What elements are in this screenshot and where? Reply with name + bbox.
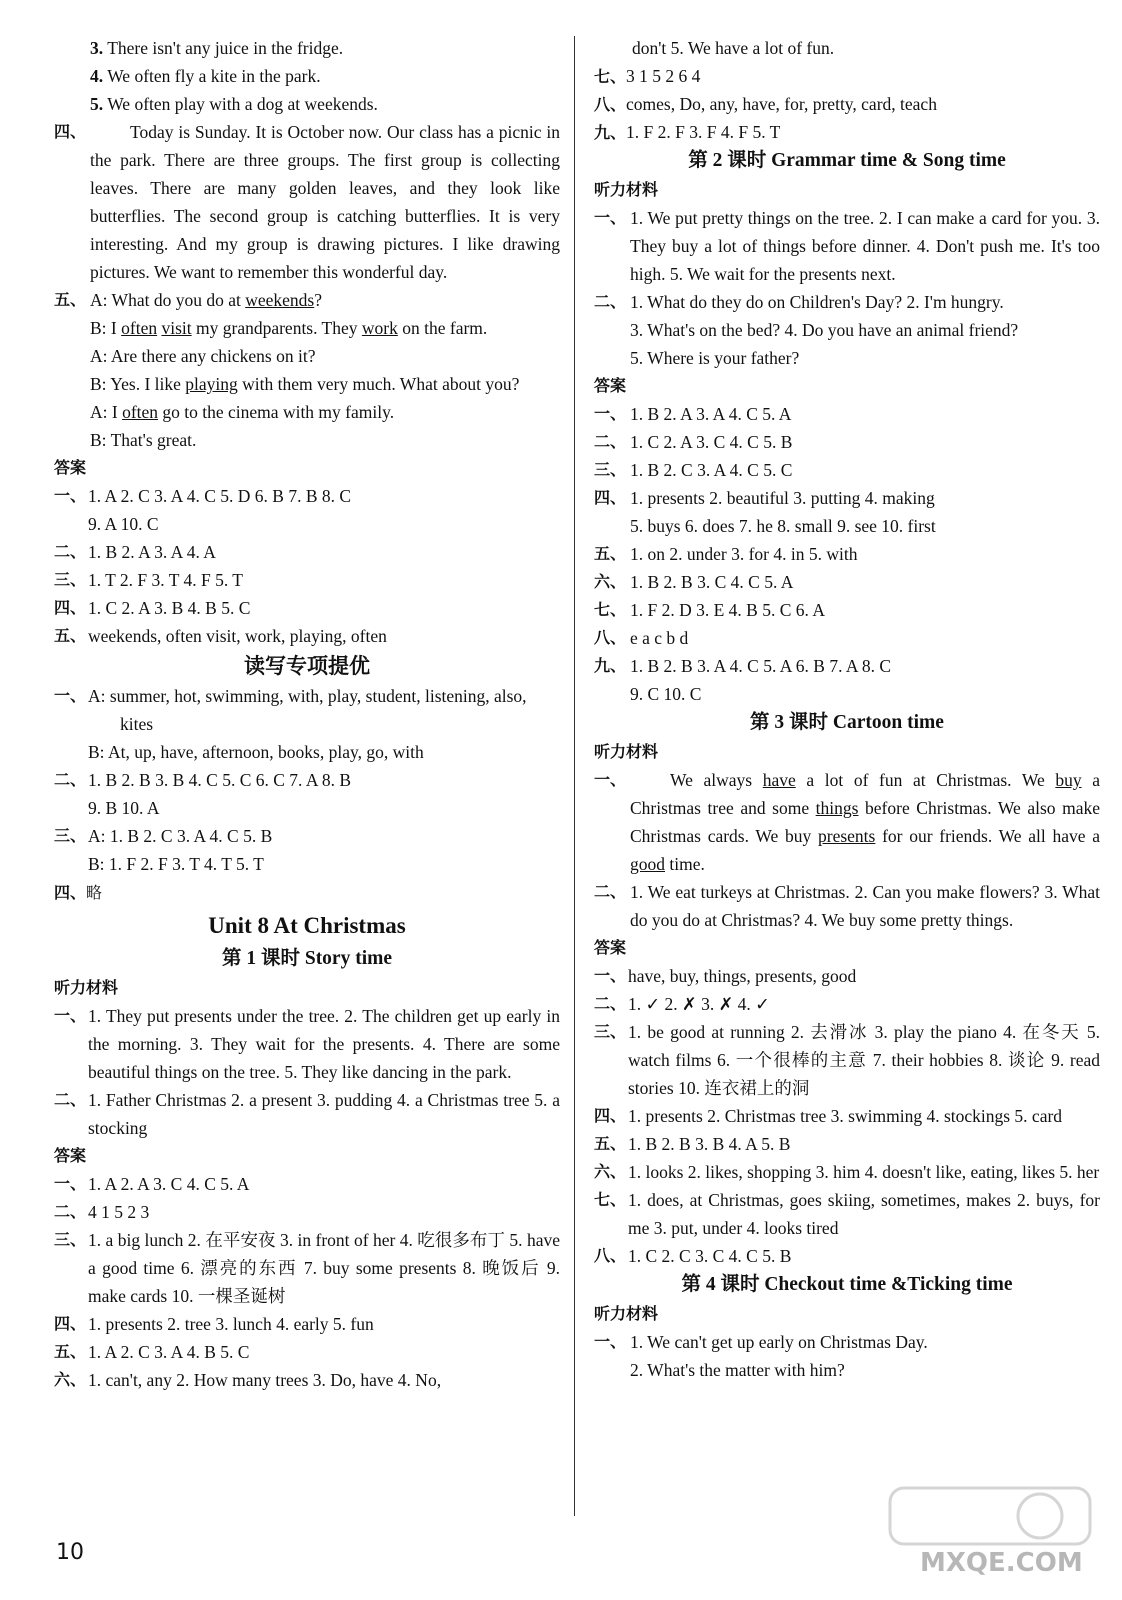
section-title: 读写专项提优 bbox=[244, 654, 370, 678]
dialog-line: A: I often go to the cinema with my family. bbox=[90, 402, 395, 422]
reading-writing-block: 一、 A: summer, hot, swimming, with, play, student, listening, also, kites B: At, up, have, afternoon, books, play, go, with 二、 1. B 2. B 3. B 4. C 5. C 6. C 7. A 8. B 9. B 10. A 三、 A: 1. B 2. C 3. A 4. C 5. B B: 1. F 2. F 3. T 4. T 5. T 四、略 bbox=[54, 686, 527, 902]
answers-block: 一、 1. B 2. A 3. A 4. C 5. A 二、 1. C 2. A 3. C 4. C 5. B 三、 1. B 2. C 3. A 4. C 5. C 四、 1. presents 2. beautiful 3. putting 4. making 5. buys 6. does 7. he 8. small 9. see 10. first 五、 1. on 2. under 3. for 4. in 5. with 六、 1. B 2. B 3. C 4. C 5. A 七、 1. F 2. D 3. E 4. B 5. C 6. A 八、 e a c b d 九、 1. B 2. B 3. A 4. C 5. A 6. B 7. A 8. C 9. C 10. C bbox=[594, 404, 936, 704]
lesson-title: 第 3 课时 Cartoon time bbox=[750, 712, 944, 733]
listening-s3-list bbox=[54, 34, 560, 118]
section-tag: 四、 bbox=[54, 122, 87, 141]
answers-label: 答案 bbox=[54, 1146, 87, 1165]
dialog-section bbox=[54, 286, 560, 454]
answers-label: 答案 bbox=[594, 938, 627, 957]
right-column bbox=[594, 34, 1100, 1384]
dialog-line: B: I often visit my grandparents. They work on the farm. bbox=[90, 318, 488, 338]
page-number: 10 bbox=[56, 1540, 84, 1565]
dialog-line: A: What do you do at weekends? bbox=[90, 290, 323, 310]
passage-section bbox=[54, 118, 560, 286]
answer-row: 八、comes, Do, any, have, for, pretty, card, teach bbox=[594, 94, 937, 114]
dialog-line: B: Yes. I like playing with them very much. What about you? bbox=[90, 374, 520, 394]
answer-row: 四、 1. C 2. A 3. B 4. B 5. C bbox=[54, 598, 251, 618]
list-item: 5. We often play with a dog at weekends. bbox=[90, 94, 378, 114]
listening-section: 一、 1. We can't get up early on Christmas Day. 2. What's the matter with him? bbox=[594, 1332, 928, 1380]
lesson-title: 第 1 课时 Story time bbox=[221, 948, 393, 969]
passage-text: Today is Sunday. It is October now. Our class has a picnic in the park. There are three groups. The first group is collecting leaves. There are many golden leaves, and they look like butterflies. The second group is catching butterflies. It is very interesting. And my group is drawing pictures. I like drawing pictures. We want to remember this wonderful day. bbox=[90, 122, 560, 282]
answer-row: 一、 1. A 2. C 3. A 4. C 5. D 6. B 7. B 8. C 9. A 10. C bbox=[54, 486, 352, 534]
watermark-text: MXQE.COM bbox=[920, 1548, 1083, 1578]
section-tag: 五、 bbox=[54, 290, 87, 309]
answer-row: 九、1. F 2. F 3. F 4. F 5. T bbox=[594, 122, 781, 142]
answer-row: 七、3 1 5 2 6 4 bbox=[594, 66, 701, 86]
answers-block bbox=[54, 482, 560, 650]
answer-row: 五、 weekends, often visit, work, playing, often bbox=[54, 626, 387, 646]
answers-label: 答案 bbox=[594, 376, 627, 395]
listening-section: 一、 1. They put presents under the tree. 2. The children get up early in the morning. 3. They wait for the presents. 4. There are some beautiful things on the tree. 5. They like dancing in the park. bbox=[54, 1006, 560, 1082]
lesson-title: 第 4 课时 Checkout time &Ticking time bbox=[681, 1274, 1013, 1295]
unit-title: Unit 8 At Christmas bbox=[208, 913, 406, 938]
listening-label: 听力材料 bbox=[594, 1304, 659, 1323]
answer-row: 三、 1. T 2. F 3. T 4. F 5. T bbox=[54, 570, 243, 590]
answers-block: 一、 have, buy, things, presents, good 二、 1. ✓ 2. ✗ 3. ✗ 4. ✓ 三、 1. be good at running 2. 去滑冰 3. play the piano 4. 在冬天 5. watch films 6. 一个很棒的主意 7. their hobbies 8. 谈论 9. read stories 10. 连衣裙上的洞 四、 1. presents 2. Christmas tree 3. swimming 4. stockings 5. card 五、 1. B 2. B 3. B 4. A 5. B 六、 1. looks 2. likes, shopping 3. him 4. doesn't like, eating, likes 5. her 七、 1. does, at Christmas, goes skiing, sometimes, makes 2. buys, for me 3. put, under 4. looks tired 八、 1. C 2. C 3. C 4. C 5. B bbox=[594, 966, 1100, 1266]
continued-text: don't 5. We have a lot of fun. bbox=[632, 38, 835, 58]
listening-label: 听力材料 bbox=[594, 742, 659, 761]
listening-label: 听力材料 bbox=[54, 978, 119, 997]
listening-section: 二、 1. We eat turkeys at Christmas. 2. Can you make flowers? 3. What do you do at Christmas? 4. We buy some pretty things. bbox=[594, 882, 1100, 930]
list-item: 3. There isn't any juice in the fridge. bbox=[90, 38, 344, 58]
dialog-line: A: Are there any chickens on it? bbox=[90, 346, 316, 366]
list-item: 4. We often fly a kite in the park. bbox=[90, 66, 321, 86]
listening-section: 二、 1. What do they do on Children's Day? 2. I'm hungry. 3. What's on the bed? 4. Do you have an animal friend? 5. Where is your father? bbox=[594, 292, 1019, 368]
listening-section: 一、 1. We put pretty things on the tree. 2. I can make a card for you. 3. They buy a lot of things before dinner. 4. Don't push me. It's too high. 5. We wait for the presents next. bbox=[594, 208, 1100, 284]
answer-row: 二、 1. B 2. A 3. A 4. A bbox=[54, 542, 216, 562]
dialog-line: B: That's great. bbox=[90, 430, 197, 450]
left-column bbox=[54, 34, 560, 1394]
listening-section: 二、 1. Father Christmas 2. a present 3. pudding 4. a Christmas tree 5. a stocking bbox=[54, 1090, 560, 1138]
listening-section: 一、 We always have a lot of fun at Christmas. We buy a Christmas tree and some things before Christmas. We also make Christmas cards. We buy presents for our friends. We all have a good time. bbox=[594, 770, 1100, 874]
answers-label: 答案 bbox=[54, 458, 87, 477]
answers-block: 一、 1. A 2. A 3. C 4. C 5. A 二、 4 1 5 2 3 三、 1. a big lunch 2. 在平安夜 3. in front of her 4. 吃很多布丁 5. have a good time 6. 漂亮的东西 7. buy some presents 8. 晚饭后 9. make cards 10. 一棵圣诞树 四、 1. presents 2. tree 3. lunch 4. early 5. fun 五、 1. A 2. C 3. A 4. B 5. C 六、 1. can't, any 2. How many trees 3. Do, have 4. No, bbox=[54, 1174, 560, 1390]
column-divider bbox=[574, 36, 575, 1516]
listening-label: 听力材料 bbox=[594, 180, 659, 199]
lesson-title: 第 2 课时 Grammar time & Song time bbox=[688, 150, 1006, 171]
